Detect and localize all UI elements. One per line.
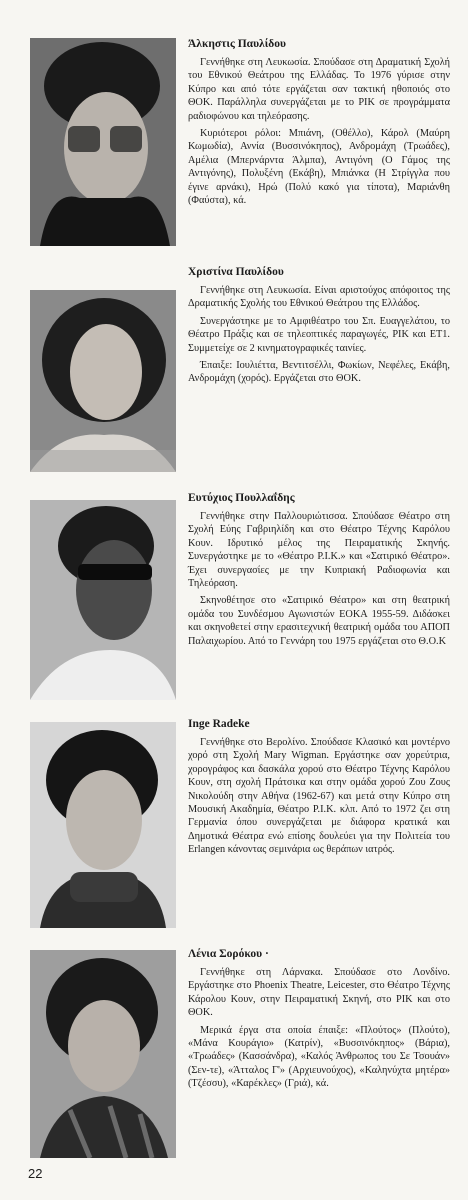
portrait-photo [30, 722, 176, 928]
bio-paragraph: Γεννήθηκε στην Παλλουριώτισσα. Σπούδασε Θέατρο στη Σχολή Εύης Γαβριηλίδη και στο Θέατρο Τέχνης Καρόλου Κουν. Ιδρυτικό μέλος της Πειραματικής Σκηνής. Συνεργάστηκε με το «Θέατρο Ρ.Ι.Κ.» και «Σατιρικό Θέατρο». Έχει συνεργασίες με την Κυπριακή Ραδιοφωνία και Τηλεόραση. [188, 511, 450, 590]
bio-paragraph: Γεννήθηκε στο Βερολίνο. Σπούδασε Κλασικό και μοντέρνο χορό στη Σχολή Mary Wigman. Εργάστηκε σαν χορεύτρια, χορογράφος και δασκάλα χορού στο Θέατρο Τέχνης Καρόλου Κουν, στη σχολή Πράτσικα και στην ομάδα χορού Ζου Ζους Νικολούδη στην Αθήνα (1962-67) και μετά στην Κύπρο στη Μουσική Ακαδημία, Θέατρο Ρ.Ι.Κ. κλπ. Από το 1972 ζει στη Γερμανία όπου συνεργάζεται με διάφορα κρατικά και Δημοτικά Θέατρα ενώ επίσης δουλεύει για την Πολιτεία του Erlangen κάνοντας σεμινάρια ως θεράπων ιατρός. [188, 737, 450, 856]
portrait-photo [30, 290, 176, 472]
bio-paragraph: Γεννήθηκε στη Λευκωσία. Σπούδασε στη Δραματική Σχολή του Εθνικού Θεάτρου της Ελλάδας. Το 1976 γύρισε στην Κύπρο και από τότε εργάζεται σαν τακτική ηθοποιός στο ΘΟΚ. Παράλληλα συνεργάζεται με το ΡΙΚ σε προγράμματα ραδιοφώνου και τηλεόρασης. [188, 57, 450, 122]
bio-paragraph: Κυριότεροι ρόλοι: Μπιάνη, (Οθέλλο), Κάρολ (Μαύρη Κωμωδία), Αννία (Βυσσινόκηπος), Ανδρομάχη (Τρωάδες), Αμέλια (Μπερνάρντα Άλμπα), Αντιγόνη (Ο Γάμος της Αντιγόνης), Πολυξένη (Εκάβη), Μπιάνκα (Η Στρίγγλα που έγινε αρνάκι), Ηρώ (Πολύ κακό για τίποτα), Μαριάνθη (Φαύστα), κά. [188, 128, 450, 207]
person-name: Χριστίνα Παυλίδου [188, 266, 284, 278]
person-name: Inge Radeke [188, 718, 250, 730]
portrait-photo [30, 500, 176, 700]
page-number: 22 [28, 1166, 43, 1181]
bio-paragraph: Έπαιξε: Ιουλιέττα, Βεντιτσέλλι, Φωκίων, Νεφέλες, Εκάβη, Ανδρομάχη (χορός). Εργάζεται στο ΘΟΚ. [188, 360, 450, 385]
bio-paragraph: Συνεργάστηκε με το Αμφιθέατρο του Σπ. Ευαγγελάτου, το Θέατρο Πράξις και σε τηλεοπτικές παραγωγές, ΡΙΚ και ΕΤ1. Συμμετείχε σε 2 κινηματογραφικές ταινίες. [188, 315, 450, 354]
bio-paragraph: Μερικά έργα στα οποία έπαιξε: «Πλούτος» (Πλούτο), «Μάνα Κουράγιο» (Κατρίν), «Βυσσινόκηπος» (Βάρια), «Τρωάδες» (Κασσάνδρα), «Καλός Άνθρωπος του Σε Τσουάν» (Σεν-τε), «Άτταλος Γ'» (Αρχιευνούχος), «Καληνύχτα μητέρα» (Τζέσσυ), «Καρέκλες» (Γριά), κά. [188, 1024, 450, 1090]
person-name: Ευτύχιος Πουλλαΐδης [188, 492, 295, 504]
bio-paragraph: Γεννήθηκε στη Λάρνακα. Σπούδασε στο Λονδίνο. Εργάστηκε στο Phoenix Theatre, Leicester, στο Θέατρο Τέχνης Κάρολου Κουν, στην Πειραματική Σκηνή, στο ΡΙΚ και στο ΘΟΚ. [188, 967, 450, 1019]
person-name: Λένια Σορόκου · [188, 948, 269, 960]
person-name: Άλκηστις Παυλίδου [188, 38, 286, 50]
bio-paragraph: Σκηνοθέτησε στο «Σατιρικό Θέατρο» και στη θεατρική ομάδα του Συνδέσμου Αγωνιστών ΕΟΚΑ 1955-59. Διδάσκει και σκηνοθετεί στην ερασιτεχνική θεατρική ομάδα του ΑΠΟΠ Παλαιχωρίου. Από το Γεννάρη του 1975 εργάζεται στο Θ.Ο.Κ [188, 595, 450, 647]
bio-paragraph: Γεννήθηκε στη Λευκωσία. Είναι αριστούχος απόφοιτος της Δραματικής Σχολής του Εθνικού Θεάτρου της Ελλάδος. [188, 285, 450, 310]
portrait-photo [30, 38, 176, 246]
portrait-photo [30, 950, 176, 1158]
